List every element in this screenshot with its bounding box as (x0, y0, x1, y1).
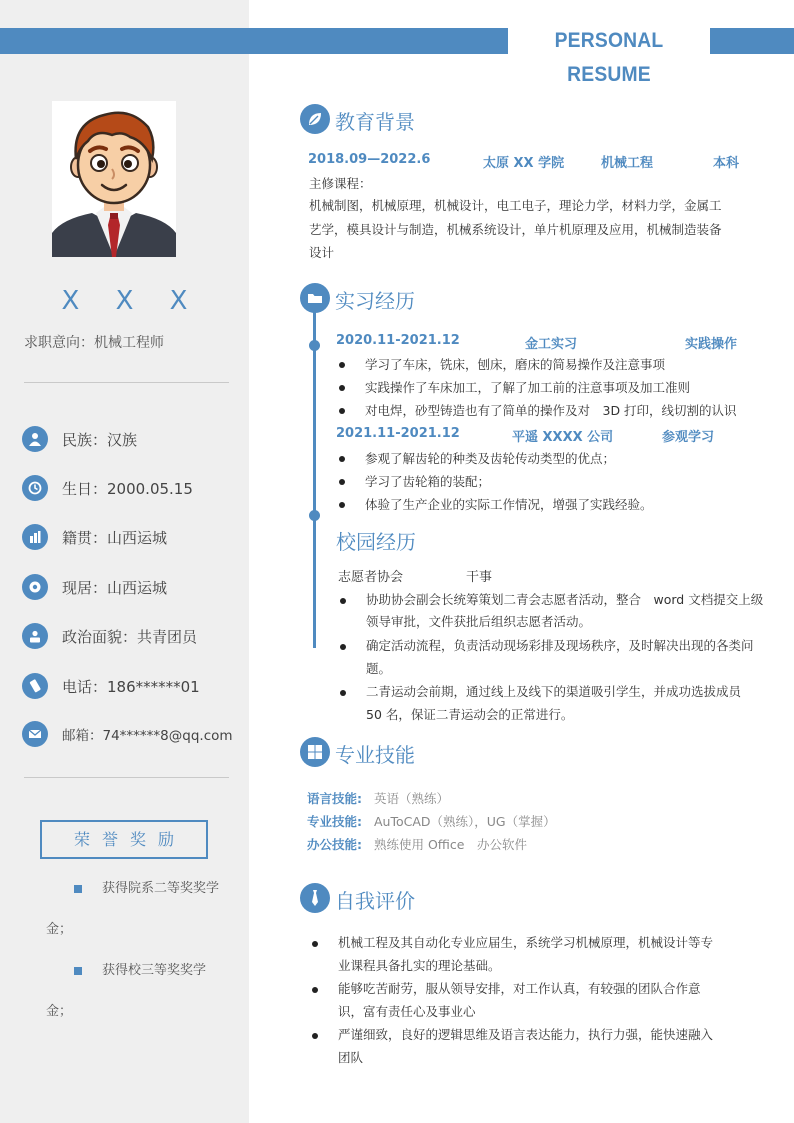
info-email (22, 721, 233, 747)
campus-bullet-line: 领导审批，文件获批后组织志愿者活动。 (366, 614, 592, 629)
info-email-text: 邮箱：74******8@qq.com (62, 728, 233, 744)
campus-bullet-line: 50 名，保证二青运动会的正常进行。 (366, 707, 574, 722)
avatar (52, 101, 176, 257)
tie-icon (300, 883, 330, 913)
campus-org: 志愿者协会 (338, 570, 404, 585)
location-icon (22, 574, 48, 600)
timeline-line (313, 312, 316, 648)
info-birthday-text: 生日：2000.05.15 (62, 479, 193, 498)
internship-bullet: 学习了车床，铣床，刨床，磨床的简易操作及注意事项 (365, 357, 666, 372)
mail-icon (22, 721, 48, 747)
bullet-dot-icon (340, 598, 346, 604)
bullet-dot-icon (339, 456, 345, 462)
internship-title: 实习经历 (335, 289, 415, 313)
education-title: 教育背景 (335, 110, 415, 134)
info-ethnicity-text: 民族：汉族 (62, 430, 138, 449)
campus-bullet-line: 二青运动会前期，通过线上及线下的渠道吸引学生，并成功选拔成员 (366, 684, 742, 699)
courses-line: 艺学，模具设计与制造，机械系统设计，单片机原理及应用，机械制造装备 (309, 222, 722, 237)
internship-bullet: 对电焊，砂型铸造也有了简单的操作及对 3D 打印，线切割的认识 (365, 403, 737, 418)
banner-bar-right (710, 28, 794, 54)
info-phone (22, 673, 200, 699)
campus-bullet-line: 协助协会副会长统筹策划二青会志愿者活动，整合 word 文档提交上级 (366, 592, 764, 607)
square-bullet-icon (74, 885, 82, 893)
self-eval-line: 机械工程及其自动化专业应届生，系统学习机械原理，机械设计等专 (338, 935, 714, 950)
self-eval-line: 识，富有责任心及事业心 (338, 1004, 476, 1019)
internship-place: 金工实习 (525, 337, 578, 352)
info-hometown-text: 籍贯：山西运城 (62, 528, 168, 547)
info-birthday (22, 475, 193, 501)
clock-icon (22, 475, 48, 501)
self-eval-line: 团队 (338, 1050, 364, 1065)
bullet-dot-icon (339, 362, 345, 368)
honor-item (46, 868, 226, 950)
honors-title: 荣誉奖励 (40, 820, 208, 859)
skill-label: 语言技能: (307, 791, 362, 806)
square-bullet-icon (74, 967, 82, 975)
banner-bar-left (0, 28, 508, 54)
building-icon (22, 524, 48, 550)
courses-line: 设计 (309, 245, 335, 260)
bullet-dot-icon (339, 479, 345, 485)
folder-icon (300, 283, 330, 313)
user-badge-icon (22, 623, 48, 649)
bullet-dot-icon (340, 690, 346, 696)
honor-item-line1: 获得院系二等奖奖学 (102, 881, 220, 896)
skill-label: 办公技能: (307, 837, 362, 852)
honor-item (46, 950, 226, 1032)
phone-icon (22, 673, 48, 699)
honor-item-line1: 获得校三等奖奖学 (102, 963, 207, 978)
avatar-illustration (52, 101, 176, 257)
bullet-dot-icon (339, 502, 345, 508)
self-eval-title: 自我评价 (335, 889, 415, 913)
courses-label: 主修课程： (309, 176, 372, 191)
self-eval-line: 业课程具备扎实的理论基础。 (338, 958, 501, 973)
windows-icon (300, 737, 330, 767)
bullet-dot-icon (339, 385, 345, 391)
info-political (22, 623, 197, 649)
skill-value: AuToCAD（熟练），UG（掌握） (374, 814, 556, 829)
campus-role: 干事 (466, 570, 493, 585)
internship-bullet: 参观了解齿轮的种类及齿轮传动类型的优点； (365, 451, 616, 466)
bullet-dot-icon (312, 987, 318, 993)
campus-title: 校园经历 (336, 530, 416, 554)
self-eval-line: 能够吃苦耐劳，服从领导安排，对工作认真，有较强的团队合作意 (338, 981, 701, 996)
divider (24, 777, 229, 778)
internship-bullet: 实践操作了车床加工，了解了加工前的注意事项及加工准则 (365, 380, 691, 395)
banner-title: PERSONAL RESUME (554, 29, 664, 86)
skills-title: 专业技能 (335, 743, 415, 767)
divider (24, 382, 229, 383)
education-major: 机械工程 (601, 156, 654, 171)
timeline-dot (309, 510, 320, 521)
job-intent: 求职意向：机械工程师 (24, 335, 164, 351)
campus-bullet-line: 确定活动流程，负责活动现场彩排及现场秩序，及时解决出现的各类问 (366, 638, 754, 653)
bullet-dot-icon (312, 1033, 318, 1039)
campus-bullet-line: 题。 (366, 661, 392, 676)
courses-line: 机械制图，机械原理，机械设计，电工电子，理论力学，材料力学，金属工 (309, 198, 722, 213)
internship-bullet: 学习了齿轮箱的装配； (365, 474, 491, 489)
info-ethnicity (22, 426, 137, 452)
honor-item-line2: 金； (46, 922, 73, 937)
info-hometown (22, 524, 167, 550)
info-residence-text: 现居：山西运城 (62, 578, 168, 597)
bullet-dot-icon (340, 644, 346, 650)
education-period: 2018.09—2022.6 (308, 152, 431, 167)
internship-role: 实践操作 (685, 337, 738, 352)
internship-period: 2020.11-2021.12 (336, 333, 460, 348)
info-phone-text: 电话：186******01 (62, 677, 200, 696)
honor-item-line2: 金； (46, 1004, 73, 1019)
internship-bullet: 体验了生产企业的实际工作情况，增强了实践经验。 (365, 497, 653, 512)
self-eval-line: 严谨细致，良好的逻辑思维及语言表达能力，执行力强，能快速融入 (338, 1027, 714, 1042)
internship-period: 2021.11-2021.12 (336, 426, 460, 441)
education-school: 太原 XX 学院 (483, 156, 565, 171)
candidate-name: X X X (61, 286, 202, 316)
leaf-icon (300, 104, 330, 134)
bullet-dot-icon (312, 941, 318, 947)
skill-value: 熟练使用 Office 办公软件 (374, 837, 527, 852)
info-political-text: 政治面貌：共青团员 (62, 627, 198, 646)
bullet-dot-icon (339, 408, 345, 414)
skill-value: 英语（熟练） (374, 791, 450, 806)
person-icon (22, 426, 48, 452)
timeline-dot (309, 340, 320, 351)
internship-place: 平遥 XXXX 公司 (512, 430, 614, 445)
skill-label: 专业技能: (307, 814, 362, 829)
education-degree: 本科 (713, 156, 740, 171)
internship-role: 参观学习 (662, 430, 715, 445)
info-residence (22, 574, 167, 600)
